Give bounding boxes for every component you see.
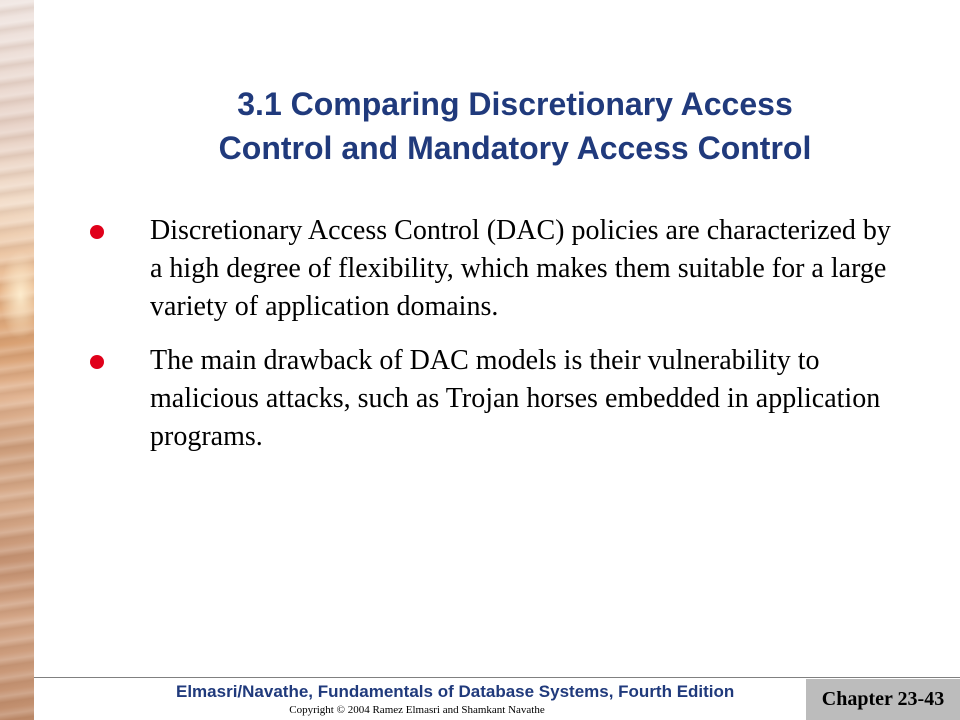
bullet-dot-icon bbox=[90, 355, 104, 369]
bullet-text: The main drawback of DAC models is their vulnerability to malicious attacks, such as Trojan horses embedded in application programs. bbox=[150, 345, 881, 452]
bullet-item bbox=[80, 212, 900, 326]
slide-title-line-1: 3.1 Comparing Discretionary Access bbox=[237, 86, 793, 122]
slide-title-line-2: Control and Mandatory Access Control bbox=[218, 130, 812, 166]
footer-divider bbox=[34, 677, 960, 678]
chapter-label: Chapter 23-43 bbox=[821, 688, 945, 710]
bullet-list bbox=[80, 212, 900, 472]
desert-decoration-strip bbox=[0, 0, 34, 720]
footer-book-title: Elmasri/Navathe, Fundamentals of Database Systems, Fourth Edition bbox=[176, 682, 735, 701]
bullet-dot-icon bbox=[90, 225, 104, 239]
slide-title bbox=[120, 82, 910, 170]
bullet-item bbox=[80, 342, 900, 456]
chapter-badge bbox=[806, 679, 960, 720]
bullet-text: Discretionary Access Control (DAC) policies are characterized by a high degree of flexibility, which makes them suitable for a large variety of application domains. bbox=[150, 215, 891, 322]
footer-copyright: Copyright © 2004 Ramez Elmasri and Shamkant Navathe bbox=[289, 704, 545, 716]
